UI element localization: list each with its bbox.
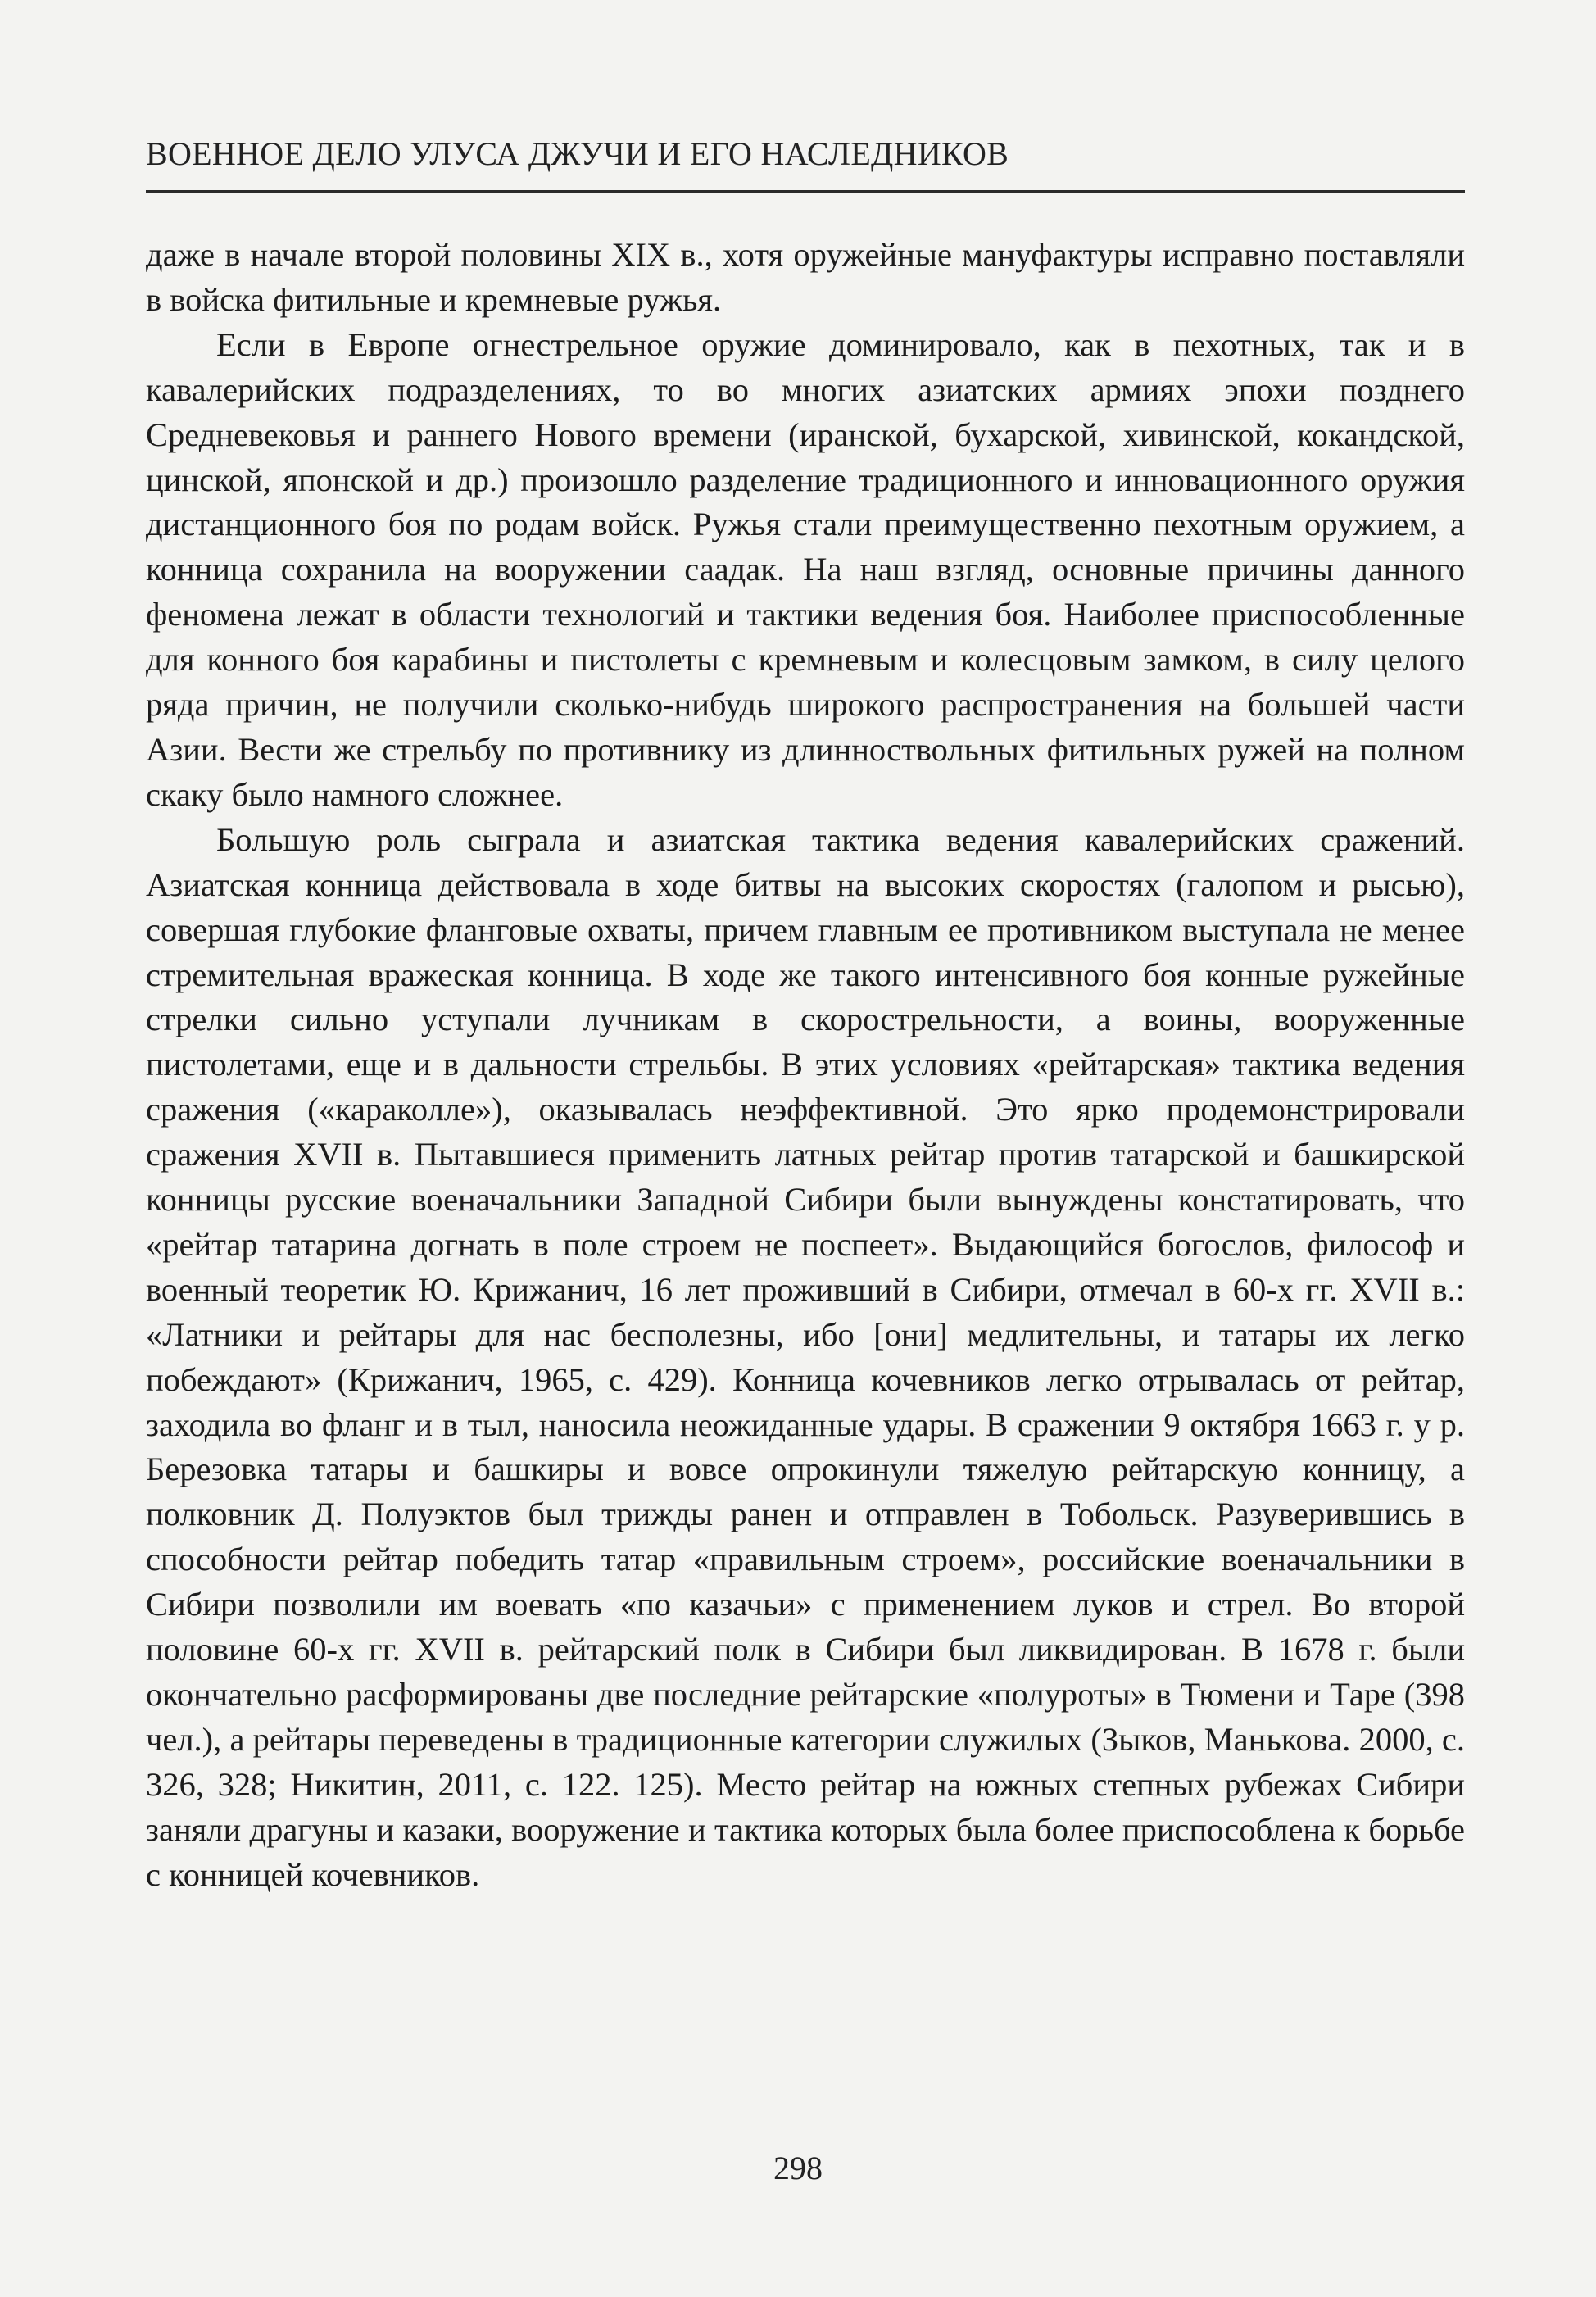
- page-number: 298: [773, 2149, 823, 2186]
- running-header: ВОЕННОЕ ДЕЛО УЛУСА ДЖУЧИ И ЕГО НАСЛЕДНИКОВ: [146, 135, 1009, 172]
- body-text: [146, 233, 1465, 1898]
- header-rule: [146, 190, 1465, 193]
- paragraph-continuation: даже в начале второй половины XIX в., хотя оружейные мануфактуры исправно поставляли в войска фитильные и кремневые ружья.: [146, 236, 1465, 318]
- paragraph-firearms-europe-asia: Если в Европе огнестрельное оружие доминировало, как в пехотных, так и в кавалерийских подразделениях, то во многих азиатских армиях эпохи позднего Средневековья и раннего Нового времени (иранской, бухарской, хивинской, кокандской, цинской, японской и др.) произошло разделение традиционного и инновационного оружия дистанционного боя по родам войск. Ружья стали преимущественно пехотным оружием, а конница сохранила на вооружении саадак. На наш взгляд, основные причины данного феномена лежат в области технологий и тактики ведения боя. Наиболее приспособленные для конного боя карабины и пистолеты с кремневым и колесцовым замком, в силу целого ряда причин, не получили сколько-нибудь широкого распространения на большей части Азии. Вести же стрельбу по противнику из длинноствольных фитильных ружей на полном скаку было намного сложнее.: [146, 325, 1465, 813]
- paragraph-asian-cavalry-tactics: Большую роль сыграла и азиатская тактика ведения кавалерийских сражений. Азиатская конница действовала в ходе битвы на высоких скоростях (галопом и рысью), совершая глубокие фланговые охваты, причем главным ее противником выступала не менее стремительная вражеская конница. В ходе же такого интенсивного боя конные ружейные стрелки сильно уступали лучникам в скорострельности, а воины, вооруженные пистолетами, еще и в дальности стрельбы. В этих условиях «рейтарская» тактика ведения сражения («караколле»), оказывалась неэффективной. Это ярко продемонстрировали сражения XVII в. Пытавшиеся применить латных рейтар против татарской и башкирской конницы русские военачальники Западной Сибири были вынуждены констатировать, что «рейтар татарина догнать в поле строем не поспеет». Выдающийся богослов, философ и военный теоретик Ю. Крижанич, 16 лет проживший в Сибири, отмечал в 60-х гг. XVII в.: «Латники и рейтары для нас бесполезны, ибо [они] медлительны, и татары их легко побеждают» (Крижанич, 1965, с. 429). Конница кочевников легко отрывалась от рейтар, заходила во фланг и в тыл, наносила неожиданные удары. В сражении 9 октября 1663 г. у р. Березовка татары и башкиры и вовсе опрокинули тяжелую рейтарскую конницу, а полковник Д. Полуэктов был трижды ранен и отправлен в Тобольск. Разуверившись в способности рейтар победить татар «правильным строем», российские военачальники в Сибири позволили им воевать «по казачьи» с применением луков и стрел. Во второй половине 60-х гг. XVII в. рейтарский полк в Сибири был ликвидирован. В 1678 г. были окончательно расформированы две последние рейтарские «полуроты» в Тюмени и Таре (398 чел.), а рейтары переведены в традиционные категории служилых (Зыков, Манькова. 2000, с. 326, 328; Никитин, 2011, с. 122. 125). Место рейтар на южных степных рубежах Сибири заняли драгуны и казаки, вооружение и тактика которых была более приспособлена к борьбе с конницей кочевников.: [146, 820, 1465, 1893]
